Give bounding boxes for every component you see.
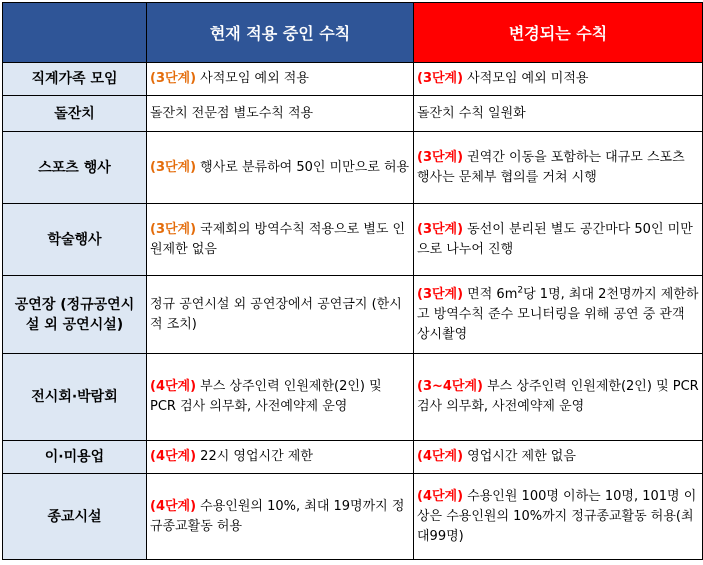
row-label: 종교시설 [3,474,147,560]
rule-text: 당 1명, 최대 2천명까지 제한하고 방역수칙 준수 모니터링을 위해 공연 중 관객 상시촬영 [417,286,699,342]
stage-badge: (4단계) [417,449,464,464]
current-rule-cell [147,132,414,204]
rule-text: 수용인원 100명 이하는 10명, 101명 이상은 수용인원의 10%까지 정규종교활동 허용(최대99명) [417,488,697,544]
current-rule-cell [147,441,414,474]
rules-comparison-table [2,2,703,560]
table-row [3,276,703,354]
stage-badge: (3단계) [417,71,464,86]
stage-badge: (4단계) [150,449,197,464]
rule-text: 돌잔치 수칙 일원화 [417,105,526,121]
stage-badge: (3단계) [150,159,197,175]
table-row [3,441,703,474]
current-rule-cell [147,354,414,441]
changed-rule-cell [414,96,703,132]
stage-badge: (3~4단계) [417,379,483,394]
current-rule-cell [147,276,414,354]
rule-text: 사적모임 예외 적용 [196,71,309,86]
changed-rule-cell [414,441,703,474]
current-rule-cell [147,63,414,96]
changed-rule-cell [414,276,703,354]
table-row [3,132,703,204]
stage-badge: (3단계) [417,221,464,237]
row-label: 전시회·박람회 [3,354,147,441]
rule-text: 행사로 분류하여 50인 미만으로 허용 [196,159,410,175]
rule-text: 정규 공연시설 외 공연장에서 공연금지 (한시적 조치) [150,296,402,332]
stage-badge: (3단계) [150,221,197,237]
rule-text: 영업시간 제한 없음 [463,449,576,464]
row-label: 학술행사 [3,204,147,276]
superscript: 2 [517,285,524,296]
rule-text: 면적 6m [463,286,518,302]
rule-text: 22시 영업시간 제한 [196,449,313,464]
rule-text: 수용인원의 10%, 최대 19명까지 정규종교활동 허용 [150,498,405,534]
header-changed-rules: 변경되는 수칙 [414,3,703,63]
rule-text: 돌잔치 전문점 별도수칙 적용 [150,105,314,121]
table-row [3,63,703,96]
changed-rule-cell [414,354,703,441]
stage-badge: (4단계) [150,379,197,394]
rule-text: 국제회의 방역수칙 적용으로 별도 인원제한 없음 [150,221,406,257]
changed-rule-cell [414,204,703,276]
changed-rule-cell [414,132,703,204]
stage-badge: (3단계) [150,71,197,86]
rule-text: 부스 상주인력 인원제한(2인) 및 PCR 검사 의무화, 사전예약제 운영 [150,379,382,414]
header-corner-cell [3,3,147,63]
rule-text: 권역간 이동을 포함하는 대규모 스포츠 행사는 문체부 협의를 거쳐 시행 [417,149,685,185]
current-rule-cell [147,204,414,276]
header-current-rules: 현재 적용 중인 수칙 [147,3,414,63]
table-row [3,96,703,132]
row-label: 이·미용업 [3,441,147,474]
stage-badge: (4단계) [417,488,464,504]
current-rule-cell [147,96,414,132]
row-label: 돌잔치 [3,96,147,132]
current-rule-cell [147,474,414,560]
stage-badge: (4단계) [150,498,197,514]
rule-text: 부스 상주인력 인원제한(2인) 및 PCR 검사 의무화, 사전예약제 운영 [417,379,699,414]
table-row [3,354,703,441]
stage-badge: (3단계) [417,149,464,165]
table-row [3,204,703,276]
row-label: 스포츠 행사 [3,132,147,204]
changed-rule-cell [414,474,703,560]
header-row [3,3,703,63]
row-label: 직계가족 모임 [3,63,147,96]
row-label: 공연장 (정규공연시설 외 공연시설) [3,276,147,354]
changed-rule-cell [414,63,703,96]
stage-badge: (3단계) [417,286,464,302]
rule-text: 동선이 분리된 별도 공간마다 50인 미만으로 나누어 진행 [417,221,693,257]
rule-text: 사적모임 예외 미적용 [463,71,589,86]
table-row [3,474,703,560]
